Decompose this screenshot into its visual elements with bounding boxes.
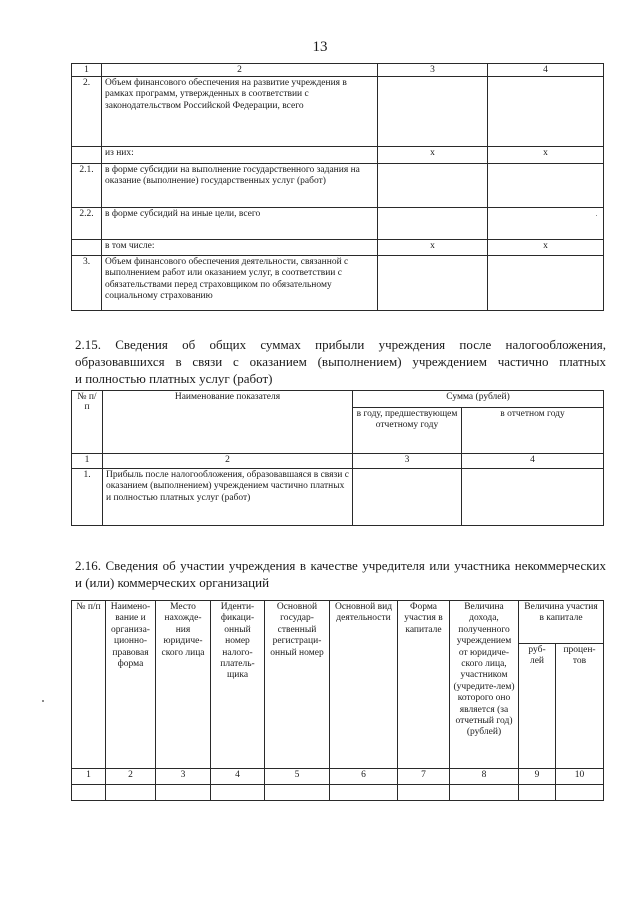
- row-label: в форме субсидии на выполнение государственного задания на оказание (выполнение) государственных услуг (работ): [102, 164, 378, 208]
- row-number: 2.1.: [72, 164, 102, 208]
- row-value-curr: [488, 256, 604, 311]
- col-number-7: 7: [398, 769, 450, 785]
- row-value-prev: [353, 469, 462, 526]
- row-number: 3.: [72, 256, 102, 311]
- column-numbers-row: [72, 769, 604, 785]
- row-value-prev: [378, 208, 488, 240]
- col-number-10: 10: [556, 769, 604, 785]
- row-number: [72, 240, 102, 256]
- col-number-3: 3: [156, 769, 211, 785]
- col-num-header: № п/п: [72, 601, 106, 769]
- row-value-prev: x: [378, 147, 488, 164]
- col-name-header: Наимено-вание и организа-ционно-правовая форма: [106, 601, 156, 769]
- col-number-4: 4: [462, 454, 604, 469]
- table-row: [72, 469, 604, 526]
- row-label: Объем финансового обеспечения на развитие учреждения в рамках программ, утвержденных в соответствии с законодательством Российской Федерации, всего: [102, 77, 378, 147]
- row-label: Объем финансового обеспечения деятельности, связанной с выполнением работ или оказанием услуг, в соответствии с обязательствами перед страховщиком по обязательному социальному страхованию: [102, 256, 378, 311]
- row-number: 2.: [72, 77, 102, 147]
- financing-table: [71, 63, 604, 311]
- row-value-curr: [488, 164, 604, 208]
- row-value-prev: x: [378, 240, 488, 256]
- col-num-header: № п/п: [72, 391, 103, 454]
- profit-table: [71, 390, 604, 526]
- row-value-curr: [488, 208, 604, 240]
- col-number-2: 2: [106, 769, 156, 785]
- col-number-4: 4: [488, 64, 604, 77]
- empty-cell: [556, 785, 604, 801]
- col-share-header: Величина участия в капитале: [519, 601, 604, 644]
- scan-speck: [42, 700, 44, 702]
- empty-cell: [156, 785, 211, 801]
- page-number: 13: [312, 39, 328, 55]
- row-value-curr: x: [488, 240, 604, 256]
- table-row: [72, 164, 604, 208]
- empty-cell: [330, 785, 398, 801]
- col-number-9: 9: [519, 769, 556, 785]
- col-number-4: 4: [211, 769, 265, 785]
- col-sum-header: Сумма (рублей): [353, 391, 604, 408]
- row-value-curr: x: [488, 147, 604, 164]
- row-number: 1.: [72, 469, 103, 526]
- column-numbers-row: [72, 454, 604, 469]
- row-value-curr: [462, 469, 604, 526]
- heading-line: и (или) коммерческих организаций: [75, 575, 270, 590]
- empty-cell: [106, 785, 156, 801]
- section-2-16-heading: [75, 557, 606, 591]
- table-row: [72, 208, 604, 240]
- col-prev-year-header: в году, предшествующем отчетному году: [353, 408, 462, 454]
- col-share-rub-header: руб-лей: [519, 644, 556, 769]
- row-value-prev: [378, 77, 488, 147]
- empty-cell: [265, 785, 330, 801]
- table-row: [72, 240, 604, 256]
- row-label: Прибыль после налогообложения, образовавшаяся в связи с оказанием (выполнением) учреждением частично платных и полностью платных услуг (работ): [103, 469, 353, 526]
- col-number-1: 1: [72, 769, 106, 785]
- empty-cell: [450, 785, 519, 801]
- row-label: в том числе:: [102, 240, 378, 256]
- col-inn-header: Иденти-фикаци-онный номер налого-платель-щика: [211, 601, 265, 769]
- row-label: из них:: [102, 147, 378, 164]
- col-number-2: 2: [103, 454, 353, 469]
- row-label: в форме субсидий на иные цели, всего: [102, 208, 378, 240]
- scan-speck: [596, 215, 597, 216]
- heading-line: 2.15. Сведения об общих суммах прибыли учреждения после налогообложения,: [75, 337, 606, 352]
- table-header-row: [72, 64, 604, 77]
- col-number-3: 3: [353, 454, 462, 469]
- col-number-1: 1: [72, 64, 102, 77]
- col-number-6: 6: [330, 769, 398, 785]
- table-row: [72, 785, 604, 801]
- row-number: [72, 147, 102, 164]
- heading-line: и полностью платных услуг (работ): [75, 371, 273, 386]
- empty-cell: [519, 785, 556, 801]
- col-number-2: 2: [102, 64, 378, 77]
- col-number-1: 1: [72, 454, 103, 469]
- col-activity-header: Основной вид деятельности: [330, 601, 398, 769]
- participation-table: [71, 600, 604, 801]
- col-number-3: 3: [378, 64, 488, 77]
- col-form-header: Форма участия в капитале: [398, 601, 450, 769]
- col-name-header: Наименование показателя: [103, 391, 353, 454]
- table-row: [72, 147, 604, 164]
- col-share-pct-header: процен-тов: [556, 644, 604, 769]
- row-value-prev: [378, 256, 488, 311]
- col-number-8: 8: [450, 769, 519, 785]
- row-value-curr: [488, 77, 604, 147]
- section-2-15-heading: [75, 336, 606, 387]
- col-location-header: Место нахожде-ния юридиче-ского лица: [156, 601, 211, 769]
- col-current-year-header: в отчетном году: [462, 408, 604, 454]
- row-value-prev: [378, 164, 488, 208]
- col-number-5: 5: [265, 769, 330, 785]
- row-number: 2.2.: [72, 208, 102, 240]
- empty-cell: [72, 785, 106, 801]
- heading-line: 2.16. Сведения об участии учреждения в качестве учредителя или участника некоммерческих: [75, 558, 606, 573]
- col-ogrn-header: Основной государ-ственный регистраци-онный номер: [265, 601, 330, 769]
- empty-cell: [398, 785, 450, 801]
- table-row: [72, 77, 604, 147]
- col-income-header: Величина дохода, полученного учреждением от юридиче-ского лица, участником (учредите-лем) которого оно является (за отчетный год) (рублей): [450, 601, 519, 769]
- heading-line: образовавшихся в связи с оказанием (выполнением) учреждением частично платных: [75, 354, 606, 369]
- empty-cell: [211, 785, 265, 801]
- table-row: [72, 256, 604, 311]
